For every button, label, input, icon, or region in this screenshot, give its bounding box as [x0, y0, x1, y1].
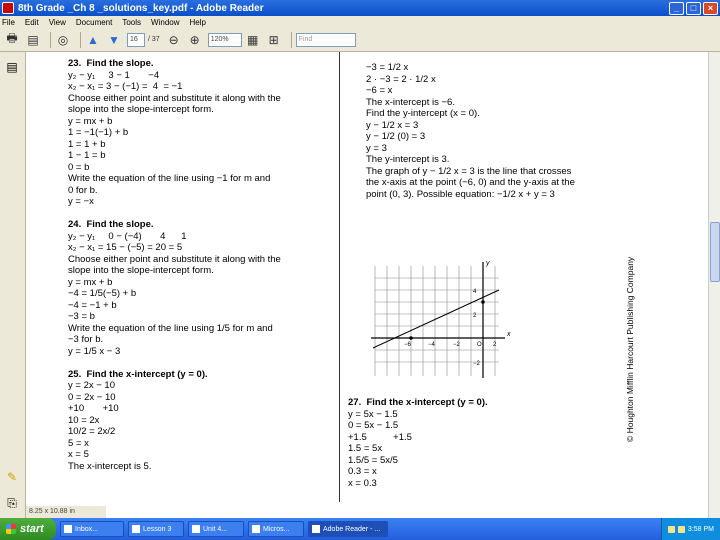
x-tick-label: 2 — [493, 342, 497, 348]
solution-line: y − 1/2 (0) = 3 — [366, 131, 426, 142]
solution-line: Choose either point and substitute it along with the — [68, 92, 281, 104]
attachments-icon[interactable]: ⎘ — [7, 496, 17, 510]
solution-line: y = mx + b — [68, 276, 113, 288]
solution-line: y₂ − y₁ 0 − (−4) 4 1 — [68, 230, 187, 242]
solution-line: Choose either point and substitute it along with the — [68, 253, 281, 265]
x-tick-label: −2 — [453, 342, 460, 348]
solution-line: 1 = 1 + b — [68, 138, 106, 150]
menu-edit[interactable]: Edit — [24, 17, 39, 27]
menu-window[interactable]: Window — [151, 17, 180, 27]
comments-icon[interactable]: ✎ — [6, 470, 18, 484]
origin-label: O — [477, 342, 482, 348]
solution-line: x = 5 — [68, 449, 89, 460]
menu-help[interactable]: Help — [189, 17, 206, 27]
page-size-status: 8.25 x 10.88 in — [26, 506, 106, 518]
toolbar-divider — [50, 32, 51, 48]
solution-line: point (0, 3). Possible equation: −1/2 x + y = 3 — [366, 188, 555, 200]
solution-line: Write the equation of the line using 1/5 for m and — [68, 322, 273, 334]
solution-line: 10 = 2x — [68, 414, 100, 426]
column-divider — [339, 52, 340, 502]
y-tick-label: −2 — [473, 361, 480, 367]
x-axis-label: x — [507, 331, 511, 338]
zoom-level-input[interactable]: 120% — [208, 33, 242, 47]
solution-line: y = 5x − 1.5 — [348, 408, 398, 420]
solution-line: slope into the slope-intercept form. — [68, 265, 214, 276]
solution-line: y = 3 — [366, 142, 387, 154]
right-column-lower — [348, 397, 598, 489]
solution-line: −6 = x — [366, 85, 393, 96]
app-icon — [64, 525, 72, 533]
clock: 3:58 PM — [687, 525, 714, 533]
solution-line: 0 = 2x − 10 — [68, 391, 116, 403]
scrollbar-thumb[interactable] — [710, 222, 720, 282]
solution-line: x₂ − x₁ = 15 − (−5) = 20 = 5 — [68, 242, 183, 253]
solution-line: slope into the slope-intercept form. — [68, 104, 214, 115]
solution-line: +1.5 +1.5 — [348, 431, 412, 443]
page-total: / 37 — [148, 36, 160, 43]
zoom-out-icon[interactable]: ⊖ — [168, 32, 179, 47]
taskbar-item[interactable]: Unit 4... — [188, 521, 244, 537]
tray-icon[interactable] — [678, 526, 685, 533]
solution-line: The x-intercept is 5. — [68, 460, 152, 472]
close-button[interactable]: × — [703, 2, 718, 15]
start-button[interactable] — [0, 518, 56, 540]
x-tick-label: −4 — [428, 342, 435, 348]
solution-line: the x-axis at the point (−6, 0) and the y-axis at the — [366, 177, 575, 188]
solution-line: y − 1/2 x = 3 — [366, 119, 419, 131]
left-column — [68, 58, 338, 472]
print-icon[interactable]: 🖶 — [6, 31, 18, 45]
solution-line — [68, 208, 338, 220]
solution-line: 2 · −3 = 2 · 1/2 x — [366, 73, 436, 85]
solution-line — [68, 357, 338, 369]
problem-heading: 25. Find the x-intercept (y = 0). — [68, 368, 208, 380]
windows-logo-icon — [6, 524, 16, 534]
solution-line: The graph of y − 1/2 x = 3 is the line that crosses — [366, 165, 572, 177]
solution-line: −4 = −1 + b — [68, 299, 117, 311]
solution-line: The x-intercept is −6. — [366, 96, 455, 108]
solution-line: 0 = b — [68, 161, 90, 173]
title-bar — [0, 0, 720, 16]
problem-heading: 24. Find the slope. — [68, 219, 154, 230]
solution-line: −4 = 1/5(−5) + b — [68, 288, 137, 299]
solution-line: x = 0.3 — [348, 477, 377, 489]
solution-line: y = 2x − 10 — [68, 380, 116, 391]
y-tick-label: 4 — [473, 289, 477, 295]
problem-heading: 23. Find the slope. — [68, 58, 154, 69]
taskbar-item[interactable]: Micros... — [248, 521, 304, 537]
menu-view[interactable]: View — [48, 17, 66, 27]
solution-line: 0.3 = x — [348, 466, 377, 477]
y-axis-label: y — [486, 260, 490, 267]
taskbar-item[interactable]: Lesson 3 — [128, 521, 184, 537]
solution-line: y = −x — [68, 196, 94, 207]
y-intercept-point — [481, 300, 485, 304]
solution-line: −3 for b. — [68, 334, 104, 345]
menu-tools[interactable]: Tools — [122, 17, 142, 27]
vertical-scrollbar[interactable] — [708, 52, 720, 518]
toolbar-divider — [291, 32, 292, 48]
menu-bar — [0, 16, 720, 28]
menu-document[interactable]: Document — [75, 17, 113, 27]
previous-page-icon[interactable]: ▲ — [87, 32, 99, 47]
solution-line: −3 = 1/2 x — [366, 62, 409, 73]
app-icon — [132, 525, 140, 533]
solution-line: 0 for b. — [68, 184, 98, 196]
fit-width-icon[interactable]: ⊞ — [268, 32, 279, 47]
graph-line — [373, 290, 499, 348]
toolbar-divider — [80, 32, 81, 48]
solution-line: 10/2 = 2x/2 — [68, 426, 116, 437]
taskbar — [0, 518, 720, 540]
tray-icon[interactable] — [668, 526, 675, 533]
solution-line: Find the y-intercept (x = 0). — [366, 108, 480, 119]
minimize-button[interactable]: _ — [669, 2, 684, 15]
toolbar — [0, 28, 720, 52]
system-tray — [661, 518, 720, 540]
solution-line: 1 = −1(−1) + b — [68, 127, 129, 138]
pages-icon[interactable]: ▤ — [6, 60, 18, 74]
app-icon — [252, 525, 260, 533]
collaborate-icon[interactable]: ◎ — [57, 32, 69, 47]
solution-line: −3 = b — [68, 311, 95, 322]
solution-line: 0 = 5x − 1.5 — [348, 420, 399, 431]
x-intercept-point — [409, 336, 413, 340]
document-view[interactable] — [26, 52, 708, 518]
fit-page-icon[interactable]: ▦ — [247, 32, 259, 47]
solution-line: x₂ − x₁ = 3 − (−1) = 4 = −1 — [68, 81, 183, 92]
solution-line: 1.5 = 5x — [348, 443, 383, 454]
right-column-upper — [366, 62, 616, 200]
find-input[interactable]: Find — [296, 33, 356, 47]
solution-line: y₂ − y₁ 3 − 1 −4 — [68, 69, 160, 81]
taskbar-item[interactable]: Inbox... — [60, 521, 124, 537]
taskbar-item-active[interactable]: Adobe Reader - ... — [308, 521, 388, 537]
page-number-input[interactable]: 16 — [127, 33, 145, 47]
start-label: start — [20, 523, 44, 535]
solution-line: y = 1/5 x − 3 — [68, 345, 121, 357]
menu-file[interactable]: File — [2, 17, 15, 27]
maximize-button[interactable]: □ — [686, 2, 701, 15]
solution-line: y = mx + b — [68, 115, 113, 127]
adobe-reader-icon — [2, 2, 14, 14]
app-icon — [312, 525, 320, 533]
solution-line: The y-intercept is 3. — [366, 154, 450, 165]
copyright-notice: © Houghton Mifflin Harcourt Publishing Company — [625, 256, 635, 442]
app-icon — [192, 525, 200, 533]
coordinate-graph — [369, 260, 519, 380]
solution-line: Write the equation of the line using −1 for m and — [68, 173, 271, 184]
navigation-pane — [0, 52, 26, 518]
zoom-in-icon[interactable]: ⊕ — [189, 32, 200, 47]
solution-line: +10 +10 — [68, 403, 119, 414]
solution-line: 5 = x — [68, 437, 89, 449]
y-tick-label: 2 — [473, 313, 477, 319]
save-icon[interactable]: ▤ — [27, 32, 39, 47]
next-page-icon[interactable]: ▼ — [108, 32, 120, 47]
window-title: 8th Grade _Ch 8 _solutions_key.pdf - Adobe Reader — [18, 2, 264, 14]
x-tick-label: −6 — [404, 342, 411, 348]
solution-line: 1 − 1 = b — [68, 150, 106, 161]
problem-heading: 27. Find the x-intercept (y = 0). — [348, 397, 488, 408]
solution-line: 1.5/5 = 5x/5 — [348, 454, 398, 466]
